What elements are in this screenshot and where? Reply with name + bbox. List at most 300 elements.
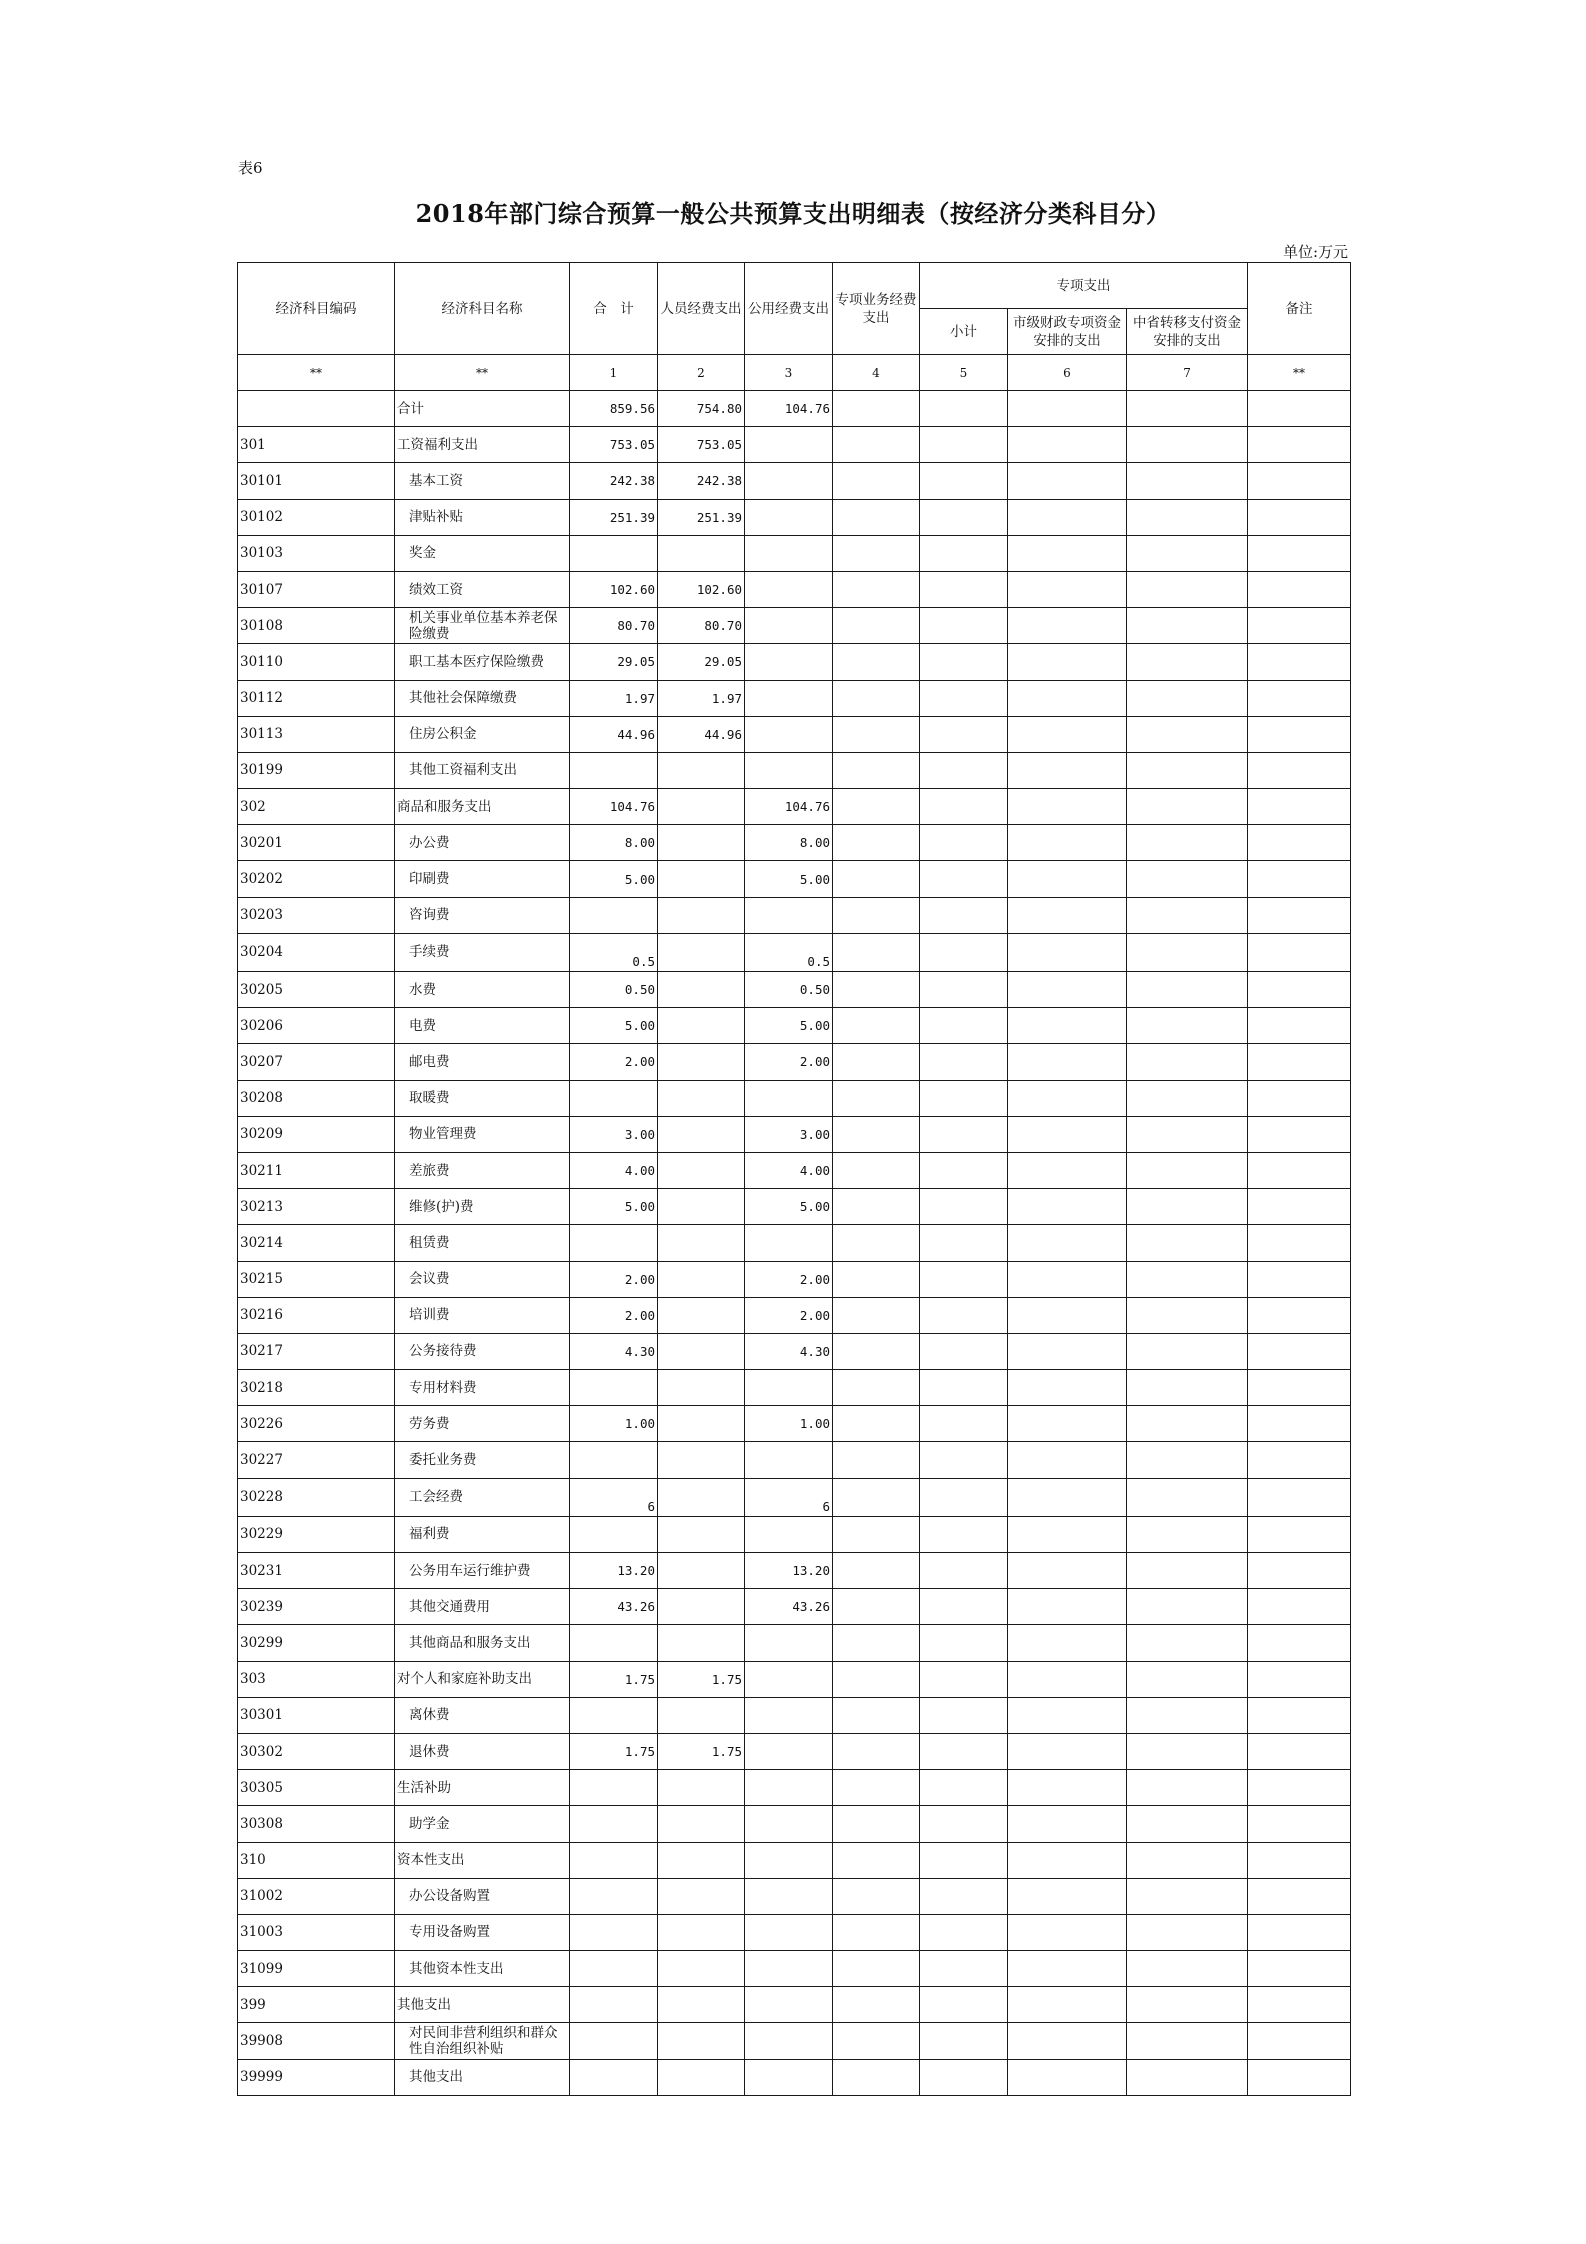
row-subtotal-cell [920,1080,1008,1116]
table-row [238,1333,1351,1369]
row-name-cell: 公务接待费 [395,1333,570,1369]
row-city-fund-cell [1008,1842,1127,1878]
row-business-cell [833,752,920,788]
row-city-fund-cell [1008,1516,1127,1552]
row-city-fund-cell [1008,861,1127,897]
row-business-cell [833,1914,920,1950]
row-personnel-cell: 1.75 [658,1661,745,1697]
row-total-cell [570,1987,658,2023]
row-business-cell [833,1987,920,2023]
row-public-cell [745,1516,833,1552]
row-code-cell: 31002 [238,1878,395,1914]
row-subtotal-cell [920,1951,1008,1987]
table-row [238,1080,1351,1116]
row-remark-cell [1248,861,1351,897]
row-personnel-cell [658,1625,745,1661]
row-public-cell [745,1987,833,2023]
table-row [238,427,1351,463]
row-total-cell [570,1442,658,1478]
row-name-cell: 办公费 [395,825,570,861]
row-name-cell: 专用设备购置 [395,1914,570,1950]
row-subtotal-cell [920,2023,1008,2059]
column-index-cell: 3 [745,355,833,391]
table-row [238,1987,1351,2023]
row-total-cell: 102.60 [570,571,658,607]
row-name-cell: 住房公积金 [395,716,570,752]
row-remark-cell [1248,499,1351,535]
table-row [238,861,1351,897]
row-total-cell: 80.70 [570,608,658,644]
table-body [238,391,1351,2096]
row-province-fund-cell [1127,391,1248,427]
row-subtotal-cell [920,1625,1008,1661]
row-personnel-cell [658,1044,745,1080]
row-public-cell [745,1625,833,1661]
document-title: 2018年部门综合预算一般公共预算支出明细表（按经济分类科目分） [415,199,1171,228]
row-subtotal-cell [920,1733,1008,1769]
row-personnel-cell [658,1333,745,1369]
row-total-cell: 2.00 [570,1044,658,1080]
row-code-cell: 30227 [238,1442,395,1478]
header-row-top [238,263,1351,309]
row-name-cell: 物业管理费 [395,1116,570,1152]
row-remark-cell [1248,1697,1351,1733]
row-public-cell [745,463,833,499]
table-row [238,391,1351,427]
row-code-cell: 30228 [238,1478,395,1516]
row-personnel-cell [658,2023,745,2059]
row-code-cell: 30112 [238,680,395,716]
row-code-cell: 30299 [238,1625,395,1661]
row-city-fund-cell [1008,1478,1127,1516]
row-subtotal-cell [920,1261,1008,1297]
row-city-fund-cell [1008,1406,1127,1442]
column-index-cell: ** [1248,355,1351,391]
table-row [238,1625,1351,1661]
row-total-cell: 2.00 [570,1297,658,1333]
row-total-cell: 4.00 [570,1152,658,1188]
row-public-cell: 2.00 [745,1044,833,1080]
table-number-label: 表6 [238,159,263,177]
row-public-cell [745,1225,833,1261]
row-total-cell: 29.05 [570,644,658,680]
row-city-fund-cell [1008,1442,1127,1478]
row-remark-cell [1248,680,1351,716]
row-personnel-cell: 1.97 [658,680,745,716]
row-province-fund-cell [1127,1116,1248,1152]
row-personnel-cell [658,933,745,971]
row-name-cell: 绩效工资 [395,571,570,607]
row-code-cell: 31003 [238,1914,395,1950]
row-subtotal-cell [920,1406,1008,1442]
table-row [238,1589,1351,1625]
row-total-cell: 13.20 [570,1553,658,1589]
row-subtotal-cell [920,1044,1008,1080]
row-business-cell [833,535,920,571]
row-city-fund-cell [1008,1878,1127,1914]
row-name-cell: 助学金 [395,1806,570,1842]
row-province-fund-cell [1127,680,1248,716]
row-public-cell [745,499,833,535]
row-public-cell [745,1370,833,1406]
row-remark-cell [1248,1478,1351,1516]
row-name-cell: 专用材料费 [395,1370,570,1406]
row-total-cell [570,535,658,571]
row-public-cell: 104.76 [745,391,833,427]
row-code-cell: 30204 [238,933,395,971]
row-province-fund-cell [1127,1806,1248,1842]
row-name-cell: 其他资本性支出 [395,1951,570,1987]
row-subtotal-cell [920,608,1008,644]
row-public-cell: 2.00 [745,1297,833,1333]
table-row [238,972,1351,1008]
row-business-cell [833,1589,920,1625]
row-code-cell [238,391,395,427]
row-code-cell: 30216 [238,1297,395,1333]
row-province-fund-cell [1127,571,1248,607]
row-province-fund-cell [1127,1589,1248,1625]
row-public-cell: 0.50 [745,972,833,1008]
row-business-cell [833,427,920,463]
row-code-cell: 30215 [238,1261,395,1297]
row-total-cell [570,1370,658,1406]
row-business-cell [833,1406,920,1442]
row-remark-cell [1248,1878,1351,1914]
row-total-cell: 859.56 [570,391,658,427]
row-name-cell: 办公设备购置 [395,1878,570,1914]
row-remark-cell [1248,608,1351,644]
row-name-cell: 其他社会保障缴费 [395,680,570,716]
row-city-fund-cell [1008,1806,1127,1842]
row-remark-cell [1248,1406,1351,1442]
row-public-cell [745,1733,833,1769]
row-name-cell: 其他商品和服务支出 [395,1625,570,1661]
row-personnel-cell [658,1442,745,1478]
row-business-cell [833,1661,920,1697]
row-city-fund-cell [1008,1987,1127,2023]
row-province-fund-cell [1127,789,1248,825]
row-remark-cell [1248,1661,1351,1697]
row-total-cell [570,752,658,788]
row-remark-cell [1248,1806,1351,1842]
row-name-cell: 手续费 [395,933,570,971]
row-city-fund-cell [1008,1589,1127,1625]
row-public-cell [745,1697,833,1733]
row-subtotal-cell [920,1842,1008,1878]
row-total-cell [570,1625,658,1661]
row-province-fund-cell [1127,1625,1248,1661]
column-index-row [238,355,1351,391]
row-province-fund-cell [1127,1370,1248,1406]
table-row [238,716,1351,752]
row-business-cell [833,1951,920,1987]
row-city-fund-cell [1008,1370,1127,1406]
row-city-fund-cell [1008,1080,1127,1116]
column-index-cell: 1 [570,355,658,391]
table-row [238,752,1351,788]
row-business-cell [833,2059,920,2095]
row-business-cell [833,861,920,897]
row-code-cell: 30205 [238,972,395,1008]
row-total-cell: 753.05 [570,427,658,463]
row-province-fund-cell [1127,1914,1248,1950]
row-name-cell: 其他工资福利支出 [395,752,570,788]
row-city-fund-cell [1008,752,1127,788]
row-public-cell [745,2059,833,2095]
row-total-cell: 5.00 [570,1008,658,1044]
table-row [238,897,1351,933]
row-business-cell [833,1370,920,1406]
column-index-cell: 4 [833,355,920,391]
row-business-cell [833,680,920,716]
row-personnel-cell [658,1406,745,1442]
row-remark-cell [1248,1589,1351,1625]
row-city-fund-cell [1008,1914,1127,1950]
row-personnel-cell [658,1370,745,1406]
row-city-fund-cell [1008,391,1127,427]
row-public-cell [745,1806,833,1842]
row-subtotal-cell [920,1297,1008,1333]
row-code-cell: 30199 [238,752,395,788]
row-code-cell: 399 [238,1987,395,2023]
row-remark-cell [1248,1951,1351,1987]
row-remark-cell [1248,716,1351,752]
row-total-cell: 251.39 [570,499,658,535]
row-province-fund-cell [1127,2059,1248,2095]
row-name-cell: 印刷费 [395,861,570,897]
row-name-cell: 机关事业单位基本养老保险缴费 [395,608,570,644]
row-subtotal-cell [920,571,1008,607]
unit-label: 单位:万元 [1282,243,1348,261]
row-city-fund-cell [1008,427,1127,463]
row-personnel-cell [658,972,745,1008]
row-name-cell: 水费 [395,972,570,1008]
row-code-cell: 30217 [238,1333,395,1369]
row-name-cell: 其他交通费用 [395,1589,570,1625]
row-subtotal-cell [920,1116,1008,1152]
row-subtotal-cell [920,1661,1008,1697]
row-city-fund-cell [1008,1733,1127,1769]
row-code-cell: 30301 [238,1697,395,1733]
row-public-cell: 5.00 [745,861,833,897]
row-city-fund-cell [1008,644,1127,680]
row-public-cell [745,608,833,644]
row-total-cell [570,1878,658,1914]
row-total-cell: 2.00 [570,1261,658,1297]
row-personnel-cell: 754.80 [658,391,745,427]
row-name-cell: 奖金 [395,535,570,571]
row-public-cell [745,752,833,788]
row-name-cell: 商品和服务支出 [395,789,570,825]
row-province-fund-cell [1127,1478,1248,1516]
row-remark-cell [1248,1914,1351,1950]
row-total-cell [570,897,658,933]
col-header-business: 专项业务经费支出 [833,263,920,355]
table-row [238,2059,1351,2095]
row-code-cell: 30206 [238,1008,395,1044]
row-personnel-cell [658,1806,745,1842]
row-province-fund-cell [1127,897,1248,933]
row-subtotal-cell [920,1008,1008,1044]
row-subtotal-cell [920,1478,1008,1516]
row-total-cell: 1.75 [570,1661,658,1697]
row-province-fund-cell [1127,933,1248,971]
row-remark-cell [1248,1080,1351,1116]
row-code-cell: 30201 [238,825,395,861]
table-row [238,825,1351,861]
row-personnel-cell [658,861,745,897]
row-remark-cell [1248,391,1351,427]
row-total-cell [570,2023,658,2059]
row-total-cell [570,1225,658,1261]
row-subtotal-cell [920,1333,1008,1369]
row-city-fund-cell [1008,535,1127,571]
table-row [238,680,1351,716]
col-header-city-fund: 市级财政专项资金安排的支出 [1008,309,1127,355]
row-business-cell [833,1297,920,1333]
table-row [238,1478,1351,1516]
row-public-cell: 43.26 [745,1589,833,1625]
row-name-cell: 租赁费 [395,1225,570,1261]
row-name-cell: 培训费 [395,1297,570,1333]
col-header-special: 专项支出 [920,263,1248,309]
row-business-cell [833,1553,920,1589]
row-public-cell [745,1661,833,1697]
row-subtotal-cell [920,752,1008,788]
row-personnel-cell [658,789,745,825]
row-city-fund-cell [1008,2023,1127,2059]
row-public-cell [745,897,833,933]
row-city-fund-cell [1008,463,1127,499]
row-business-cell [833,1189,920,1225]
table-row [238,463,1351,499]
row-business-cell [833,1806,920,1842]
row-subtotal-cell [920,680,1008,716]
row-name-cell: 电费 [395,1008,570,1044]
row-name-cell: 职工基本医疗保险缴费 [395,644,570,680]
row-total-cell: 5.00 [570,1189,658,1225]
table-row [238,1225,1351,1261]
row-province-fund-cell [1127,535,1248,571]
row-personnel-cell [658,1478,745,1516]
row-public-cell: 0.5 [745,933,833,971]
col-header-name: 经济科目名称 [395,263,570,355]
row-personnel-cell [658,1080,745,1116]
row-total-cell [570,1080,658,1116]
row-province-fund-cell [1127,1261,1248,1297]
row-business-cell [833,1478,920,1516]
row-code-cell: 30231 [238,1553,395,1589]
row-remark-cell [1248,1116,1351,1152]
row-code-cell: 30305 [238,1770,395,1806]
row-public-cell [745,1878,833,1914]
row-total-cell: 44.96 [570,716,658,752]
row-subtotal-cell [920,499,1008,535]
row-name-cell: 其他支出 [395,2059,570,2095]
row-personnel-cell [658,1553,745,1589]
row-public-cell [745,1914,833,1950]
row-total-cell [570,1951,658,1987]
row-remark-cell [1248,1261,1351,1297]
row-province-fund-cell [1127,427,1248,463]
table-row [238,1733,1351,1769]
row-province-fund-cell [1127,1770,1248,1806]
row-business-cell [833,1770,920,1806]
row-name-cell: 差旅费 [395,1152,570,1188]
row-personnel-cell [658,1842,745,1878]
row-total-cell [570,1914,658,1950]
row-subtotal-cell [920,825,1008,861]
row-subtotal-cell [920,897,1008,933]
row-personnel-cell: 44.96 [658,716,745,752]
row-name-cell: 公务用车运行维护费 [395,1553,570,1589]
row-province-fund-cell [1127,972,1248,1008]
row-business-cell [833,391,920,427]
table-row [238,1878,1351,1914]
row-province-fund-cell [1127,1442,1248,1478]
row-city-fund-cell [1008,825,1127,861]
row-public-cell [745,1951,833,1987]
row-city-fund-cell [1008,499,1127,535]
row-code-cell: 30110 [238,644,395,680]
row-personnel-cell [658,2059,745,2095]
row-remark-cell [1248,1189,1351,1225]
row-city-fund-cell [1008,1333,1127,1369]
row-subtotal-cell [920,644,1008,680]
row-public-cell: 104.76 [745,789,833,825]
row-remark-cell [1248,1044,1351,1080]
row-province-fund-cell [1127,1333,1248,1369]
row-remark-cell [1248,1333,1351,1369]
row-personnel-cell [658,535,745,571]
row-total-cell: 5.00 [570,861,658,897]
row-total-cell: 0.50 [570,972,658,1008]
table-row [238,933,1351,971]
row-business-cell [833,1697,920,1733]
row-subtotal-cell [920,1589,1008,1625]
row-remark-cell [1248,571,1351,607]
row-business-cell [833,1333,920,1369]
row-name-cell: 咨询费 [395,897,570,933]
row-personnel-cell [658,1297,745,1333]
row-remark-cell [1248,1225,1351,1261]
row-code-cell: 303 [238,1661,395,1697]
row-name-cell: 会议费 [395,1261,570,1297]
row-subtotal-cell [920,1225,1008,1261]
row-personnel-cell: 1.75 [658,1733,745,1769]
row-code-cell: 30208 [238,1080,395,1116]
row-code-cell: 30218 [238,1370,395,1406]
row-personnel-cell [658,1225,745,1261]
row-name-cell: 基本工资 [395,463,570,499]
row-name-cell: 对民间非营利组织和群众性自治组织补贴 [395,2023,570,2059]
row-city-fund-cell [1008,1189,1127,1225]
row-remark-cell [1248,825,1351,861]
row-business-cell [833,1225,920,1261]
row-code-cell: 30203 [238,897,395,933]
row-remark-cell [1248,427,1351,463]
row-remark-cell [1248,1553,1351,1589]
table-row [238,1442,1351,1478]
row-public-cell: 5.00 [745,1189,833,1225]
row-personnel-cell [658,1951,745,1987]
row-personnel-cell: 242.38 [658,463,745,499]
row-total-cell: 8.00 [570,825,658,861]
row-personnel-cell [658,1697,745,1733]
row-personnel-cell [658,1987,745,2023]
row-city-fund-cell [1008,1625,1127,1661]
table-row [238,1297,1351,1333]
